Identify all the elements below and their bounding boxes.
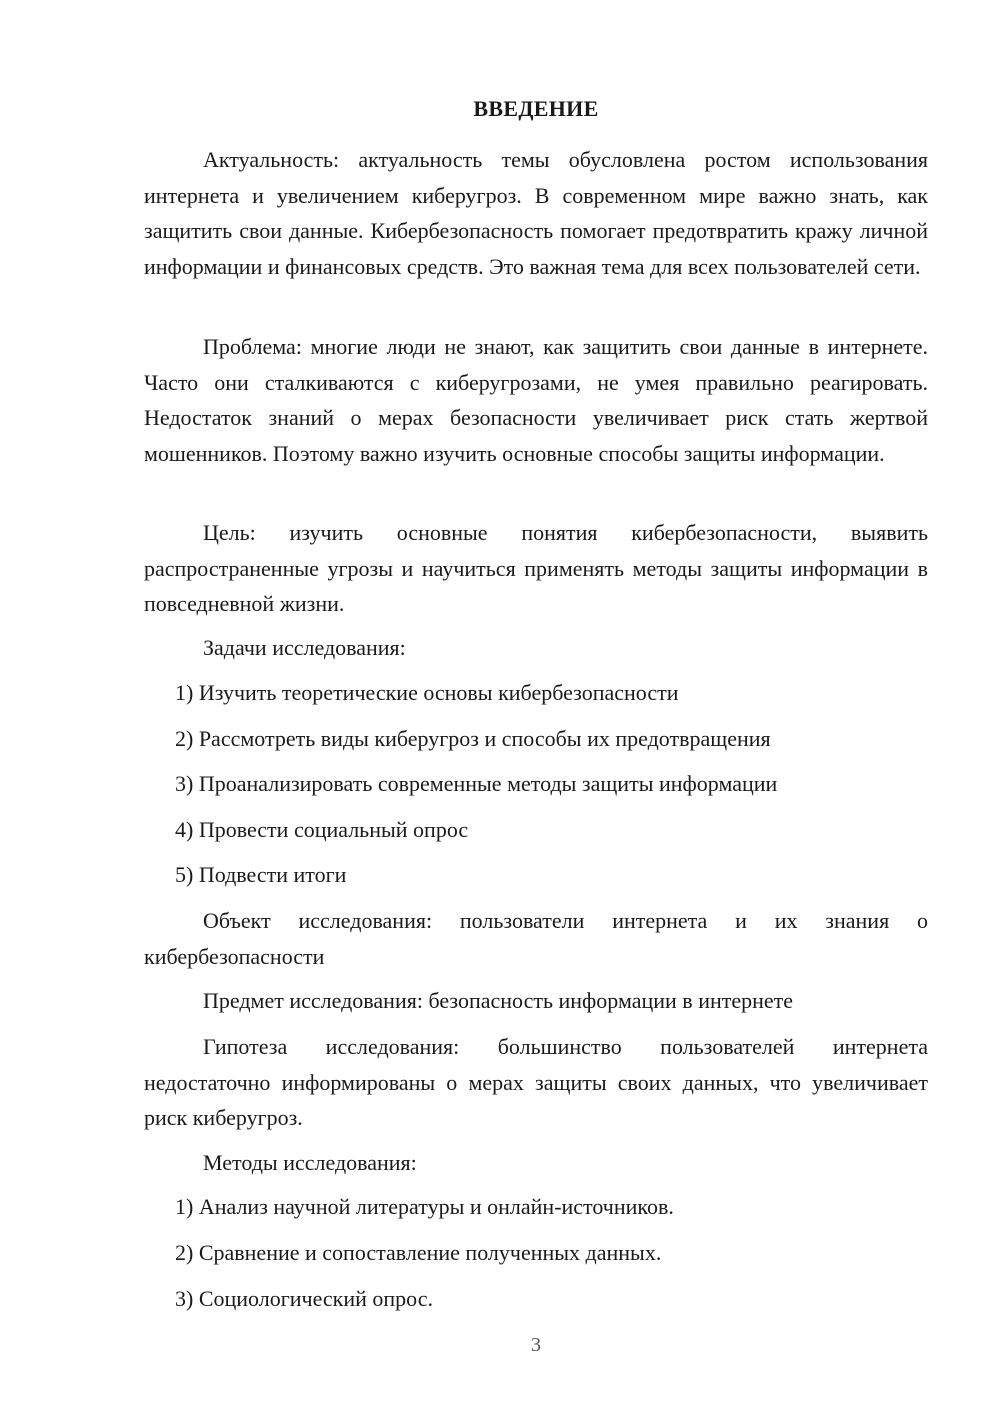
list-item: 1) Изучить теоретические основы кибербезопасности (175, 680, 679, 705)
section-heading: ВВЕДЕНИЕ (473, 96, 599, 121)
list-item: 2) Сравнение и сопоставление полученных данных. (175, 1240, 662, 1265)
paragraph-subject: Предмет исследования: безопасность информации в интернете (203, 988, 794, 1013)
list-item: 2) Рассмотреть виды киберугроз и способы их предотвращения (175, 726, 771, 751)
list-item: 3) Социологический опрос. (175, 1286, 433, 1311)
paragraph-object: Объект исследования: пользователи интернета и их знания о кибербезопасности (144, 908, 928, 969)
tasks-title: Задачи исследования: (203, 635, 406, 660)
list-item: 3) Проанализировать современные методы защиты информации (175, 771, 778, 796)
paragraph-goal: Цель: изучить основные понятия кибербезопасности, выявить распространенные угрозы и научиться применять методы защиты информации в повседневной жизни. (144, 520, 928, 616)
list-item: 4) Провести социальный опрос (175, 817, 469, 842)
paragraph-problem: Проблема: многие люди не знают, как защитить свои данные в интернете. Часто они сталкиваются с киберугрозами, не умея правильно реагировать. Недостаток знаний о мерах безопасности увеличивает риск стать жертвой мошенников. Поэтому важно изучить основные способы защиты информации. (144, 334, 928, 466)
paragraph-relevance: Актуальность: актуальность темы обусловлена ростом использования интернета и увеличением киберугроз. В современном мире важно знать, как защитить свои данные. Кибербезопасность помогает предотвратить кражу личной информации и финансовых средств. Это важная тема для всех пользователей сети. (144, 147, 928, 279)
list-item: 5) Подвести итоги (175, 862, 347, 887)
page-number: 3 (531, 1334, 541, 1356)
paragraph-hypothesis: Гипотеза исследования: большинство пользователей интернета недостаточно информированы о мерах защиты своих данных, что увеличивает риск киберугроз. (144, 1034, 928, 1130)
methods-title: Методы исследования: (203, 1150, 417, 1175)
list-item: 1) Анализ научной литературы и онлайн-источников. (175, 1194, 674, 1219)
